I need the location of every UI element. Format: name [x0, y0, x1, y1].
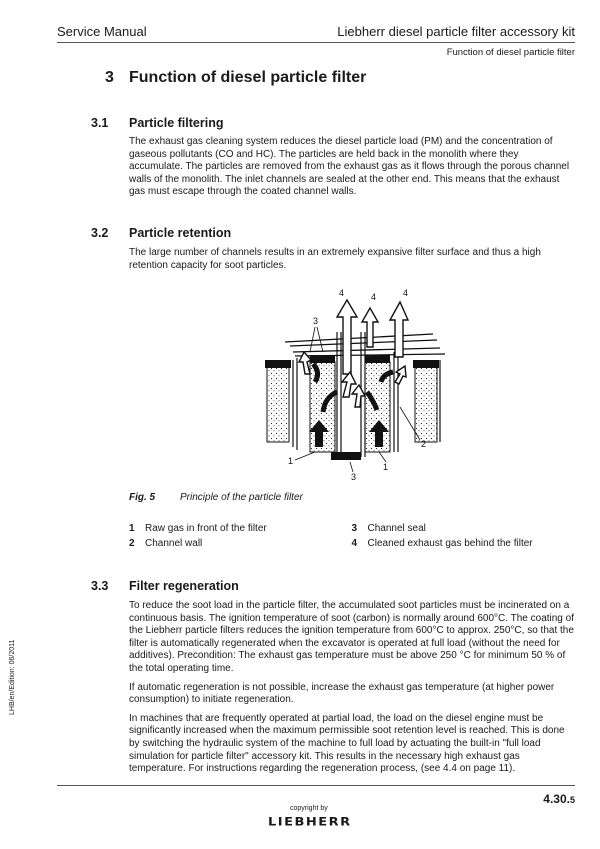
callout-4-left: 4: [339, 288, 345, 298]
section-number: 3.2: [91, 226, 109, 240]
page-number-main: 4.30.: [543, 792, 570, 806]
legend-number: 4: [351, 538, 358, 549]
chapter-title: Function of diesel particle filter: [129, 69, 367, 86]
header-divider: [57, 42, 575, 43]
particle-filter-diagram: [255, 282, 455, 490]
legend-item-1: [129, 521, 352, 536]
liebherr-logo: LIEBHERR: [268, 816, 352, 829]
legend-text: Channel wall: [145, 538, 203, 549]
legend-text: Channel seal: [367, 523, 426, 534]
paragraph: If automatic regeneration is not possible, increase the exhaust gas temperature (at higher power consumption) to initiate regeneration.: [129, 681, 555, 706]
page-number: [543, 792, 575, 806]
section-number: 3.3: [91, 579, 109, 593]
header-subtitle: Function of diesel particle filter: [446, 47, 575, 58]
footer-divider: [57, 785, 575, 786]
section-title: Filter regeneration: [129, 579, 239, 593]
callout-1-left: 1: [288, 456, 294, 466]
figure-caption-text: Principle of the particle filter: [180, 492, 303, 503]
section-body-3-1: [129, 136, 574, 205]
paragraph: The exhaust gas cleaning system reduces the diesel particle load (PM) and the concentration of gaseous pollutants (CO and HC). The particles are held back in the monolith where they accumulate. The particles are removed from the exhaust gas as it flows through the porous channel walls of the monolith. The inlet channels are sealed at the other end. This means that the exhaust gas must escape through the coated channel walls.: [129, 136, 570, 198]
section-title: Particle filtering: [129, 116, 224, 130]
section-heading-3-3: [91, 579, 239, 593]
figure-caption: [129, 492, 303, 503]
section-title: Particle retention: [129, 226, 232, 240]
header-right-title: Liebherr diesel particle filter accessory kit: [337, 24, 575, 39]
page-number-sub: 5: [569, 795, 575, 805]
legend-item-2: [129, 536, 352, 551]
paragraph: In machines that are frequently operated at partial load, the load on the diesel engine must be significantly increased when the maximum permissible soot retention level is reached. This is done by switching the hydraulic system of the machine to full load by actuating the built-in "full load simulation for particle filter" accessory kit. This results in the necessary high exhaust gas temperature. For instructions regarding the regeneration process, (see 4.4 on page 11).: [129, 712, 565, 775]
legend-number: 1: [129, 523, 135, 534]
edition-note: LHB/en/Edition: 06/2011: [9, 639, 16, 715]
section-heading-3-2: [91, 226, 231, 240]
callout-1-right: 1: [383, 462, 389, 472]
header-left-title: Service Manual: [57, 24, 147, 39]
legend-number: 3: [351, 523, 358, 534]
figure-legend: [129, 521, 574, 551]
paragraph: To reduce the soot load in the particle filter, the accumulated soot particles must be incinerated on a continuous basis. The ignition temperature of soot (carbon) is normally around 600°C. The coating of the Liebherr particle filters reduces the ignition temperature from 600°C to approx. 250°C, so that the filter is automatically regenerated when the excavator is operated at full load (without the need for additives). Precondition: The exhaust gas temperature must be above 250 °C for minimum 50 % of the total operating time.: [129, 600, 574, 674]
callout-3-top: 3: [313, 316, 319, 326]
filter-illustration-icon: [255, 282, 455, 490]
paragraph: The large number of channels results in an extremely expansive filter surface and thus a high retention capacity for soot particles.: [129, 247, 541, 271]
legend-text: Raw gas in front of the filter: [145, 523, 267, 534]
section-number: 3.1: [91, 116, 109, 130]
callout-2: 2: [421, 439, 427, 449]
copyright-text: copyright by: [290, 805, 328, 812]
figure-number: Fig. 5: [129, 492, 156, 503]
callout-4-right: 4: [403, 288, 409, 298]
chapter-number: 3: [105, 69, 114, 86]
section-body-3-2: [129, 247, 574, 278]
legend-number: 2: [129, 538, 135, 549]
callout-4-middle: 4: [371, 292, 377, 302]
legend-text: Cleaned exhaust gas behind the filter: [367, 538, 533, 549]
legend-item-4: [352, 536, 575, 551]
chapter-heading: [105, 69, 366, 87]
section-heading-3-1: [91, 116, 223, 130]
section-body-3-3: [129, 600, 574, 782]
legend-item-3: [352, 521, 575, 536]
callout-3-bottom: 3: [351, 472, 357, 482]
